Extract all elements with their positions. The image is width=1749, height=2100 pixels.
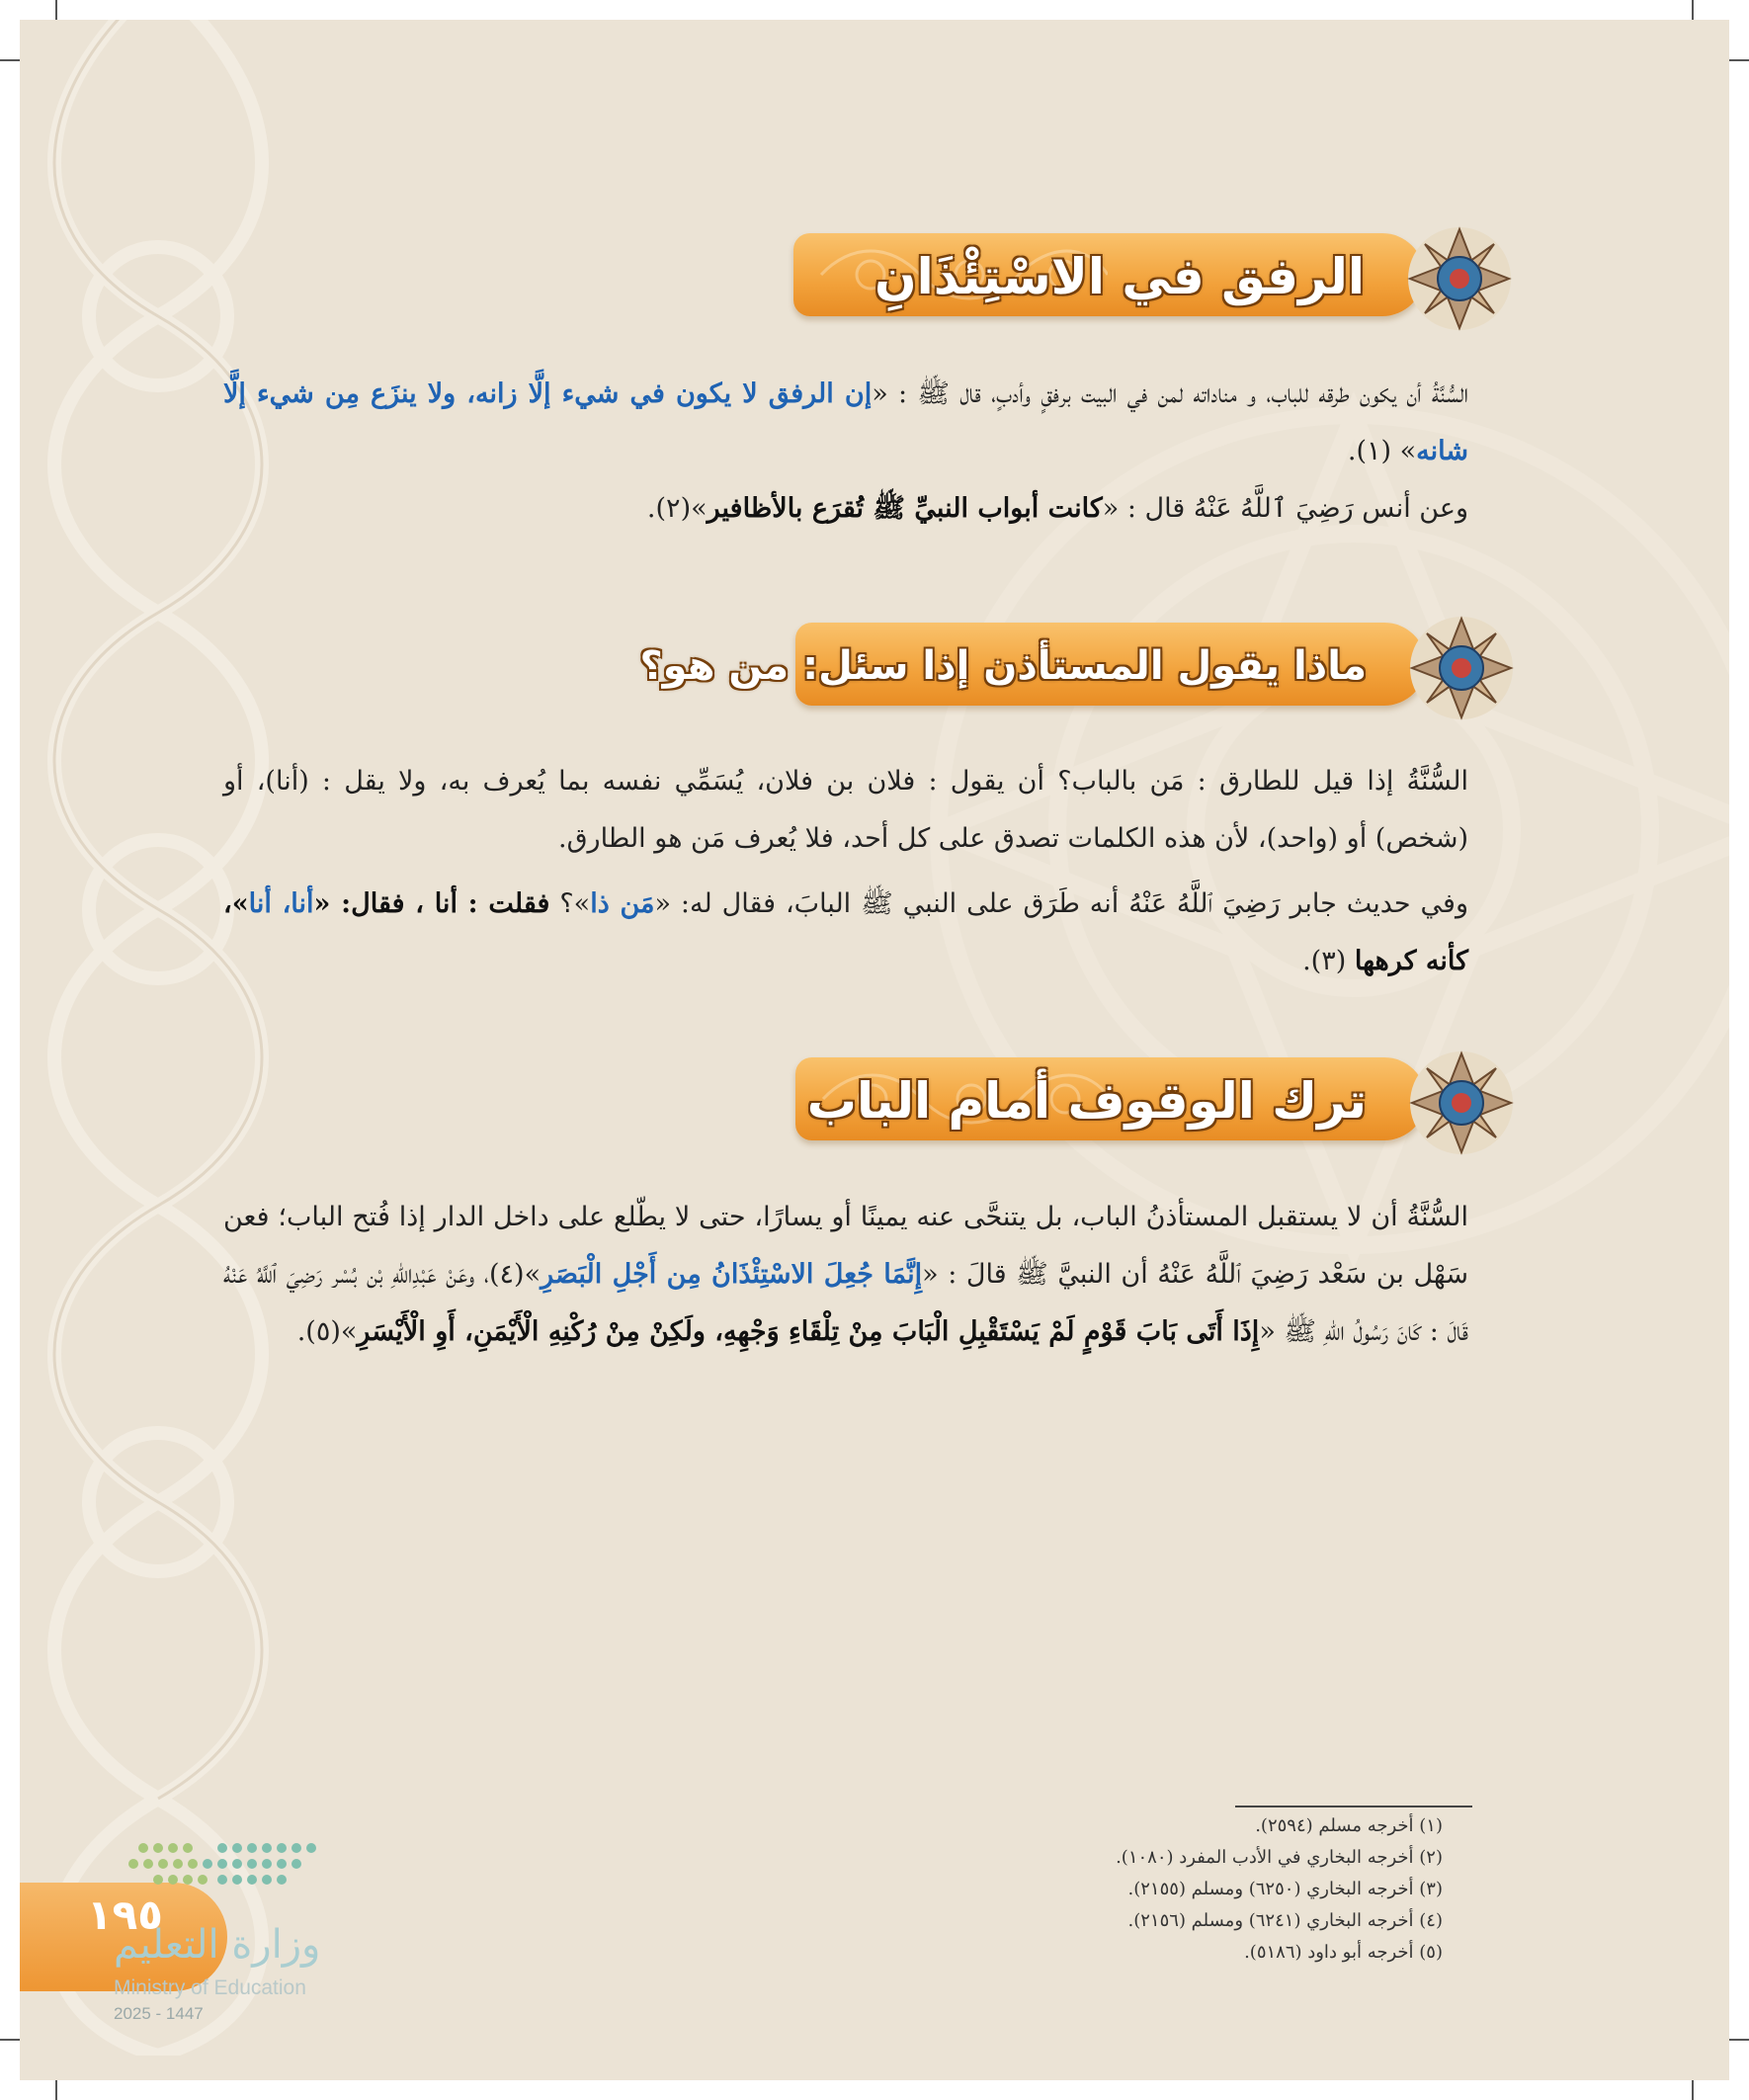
footnotes bbox=[1028, 1810, 1443, 1969]
section-header-door-position bbox=[795, 1050, 1515, 1144]
textbook-page bbox=[20, 20, 1729, 2080]
section-body-who-is-it bbox=[223, 753, 1468, 990]
text-run: »(٢). bbox=[646, 493, 708, 524]
paragraph bbox=[223, 1189, 1468, 1361]
page-number: ١٩٥ bbox=[87, 1890, 163, 1939]
hadith-quote: إِذَا أَتَى بَابَ قَوْمٍ لَمْ يَسْتَقْبِلِ الْبَابَ مِنْ تِلْقَاءِ وَجْهِهِ، ولَكِنْ مِنْ رُكْنِهِ الْأَيْمَنِ، أَوِ الْأَيْسَرِ bbox=[357, 1316, 1260, 1347]
text-run: السُّنَّةُ أن يكون طرقه للباب، و مناداته لمن في البيت برفقٍ وأدبٍ، قال ﷺ : « bbox=[872, 378, 1468, 409]
paragraph bbox=[223, 480, 1468, 538]
footnote-rule bbox=[1235, 1806, 1472, 1807]
text-run: » (١). bbox=[1347, 436, 1417, 466]
ministry-name-ar: وزارة التعليم bbox=[114, 1922, 321, 1968]
ministry-name-en: Ministry of Education bbox=[114, 1976, 306, 1999]
section-title: الرفق في الاسْتِئْذَانِ bbox=[874, 248, 1365, 305]
text-run: »(٤)، وعَنْ عَبْدِاللهِ بْن بُسْر رَضِيَ ٱللَّهُ عَنْهُ قَالَ : كَانَ رَسُولُ اللهِ ﷺ « bbox=[223, 1259, 1468, 1347]
footnote: (٣) أخرجه البخاري (٦٢٥٠) ومسلم (٢١٥٥). bbox=[1127, 1879, 1443, 1899]
section-title: ترك الوقوف أمام الباب bbox=[806, 1072, 1367, 1130]
section-title: ماذا يقول المستأذن إذا سئل: من هو؟ bbox=[639, 643, 1367, 689]
footnote: (١) أخرجه مسلم (٢٥٩٤). bbox=[1255, 1815, 1443, 1836]
paragraph bbox=[223, 876, 1468, 990]
star-medallion-icon bbox=[1408, 615, 1515, 721]
footnote: (٥) أخرجه أبو داود (٥١٨٦). bbox=[1244, 1942, 1443, 1963]
section-body-door-position bbox=[223, 1189, 1468, 1361]
bold-text: »، كأنه كرهها bbox=[223, 888, 1468, 976]
paragraph bbox=[223, 366, 1468, 480]
hadith-quote: أنا، أنا bbox=[248, 888, 314, 919]
star-medallion-icon bbox=[1408, 1050, 1515, 1156]
footnote: (٢) أخرجه البخاري في الأدب المفرد (١٠٨٠). bbox=[1116, 1847, 1443, 1868]
hadith-quote: إِنَّمَا جُعِلَ الاسْتِئْذَانُ مِن أَجْلِ الْبَصَرِ bbox=[541, 1259, 923, 1290]
edition-year: 2025 - 1447 bbox=[114, 2004, 204, 2023]
footnote: (٤) أخرجه البخاري (٦٢٤١) ومسلم (٢١٥٦). bbox=[1127, 1910, 1443, 1931]
text-run: وعن أنس رَضِيَ ٱللَّهُ عَنْهُ قال : « bbox=[1102, 493, 1468, 524]
text-run: (٣). bbox=[1302, 946, 1355, 976]
ornament-strip bbox=[20, 20, 415, 2056]
paragraph: السُّنَّةُ إذا قيل للطارق : مَن بالباب؟ أن يقول : فلان بن فلان، يُسَمِّي نفسه بما يُعرف به، ولا يقل : (أنا)، أو (شخص) أو (واحد)، لأن هذه الكلمات تصدق على كل أحد، فلا يُعرف مَن هو الطارق. bbox=[223, 766, 1468, 854]
text-run: السُّنَّةُ أن لا يستقبل المستأذنُ الباب، بل يتنحَّى عنه يمينًا أو يسارًا، حتى لا يطّلع على داخل الدار إذا فُتح الباب؛ فعن سَهْل بن سَعْد رَضِيَ ٱللَّهُ عَنْهُ أن النبيَّ ﷺ قالَ : « bbox=[223, 1202, 1468, 1290]
bold-text: فقلت : أنا ، فقال: « bbox=[313, 888, 550, 919]
hadith-quote: إن الرفق لا يكون في شيء إلَّا زانه، ولا ينزَع مِن شيء إلَّا شانه bbox=[223, 378, 1468, 466]
star-medallion-icon bbox=[1406, 225, 1513, 332]
text-run: »(٥). bbox=[296, 1316, 358, 1347]
hadith-quote: مَن ذا bbox=[590, 888, 655, 919]
hadith-quote: كانت أبواب النبيِّ ﷺ تُقرَع بالأظافير bbox=[707, 493, 1103, 524]
section-header-gentleness bbox=[793, 225, 1513, 320]
text-run: وفي حديث جابر رَضِيَ ٱللَّهُ عَنْهُ أنه طَرَق على النبي ﷺ البابَ، فقال له: « bbox=[654, 888, 1468, 919]
section-body-gentleness bbox=[223, 366, 1468, 538]
section-header-who-is-it bbox=[639, 615, 1515, 710]
text-run: »؟ bbox=[549, 888, 591, 919]
